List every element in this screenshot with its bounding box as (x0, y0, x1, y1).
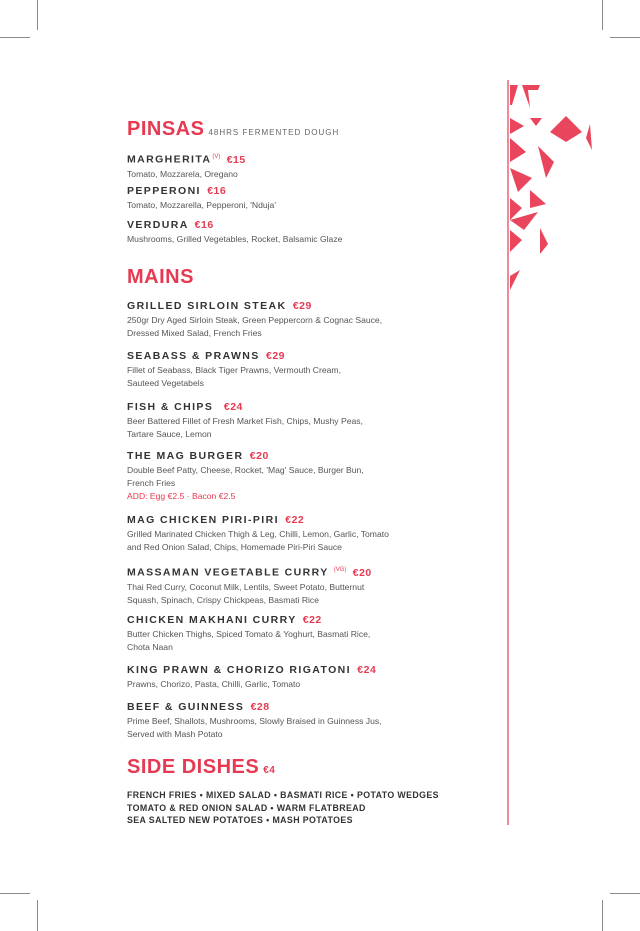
item-name: MASSAMAN VEGETABLE CURRY (127, 566, 329, 579)
item-price: €29 (292, 300, 312, 312)
item-description: Prawns, Chorizo, Pasta, Chilli, Garlic, Tomato (127, 679, 301, 689)
item-description: Beer Battered Fillet of Fresh Market Fish, Chips, Mushy Peas, Tartare Sauce, Lemon (127, 416, 363, 439)
menu-item (127, 300, 507, 340)
item-name: SEABASS & PRAWNS (127, 350, 260, 362)
item-description: Thai Red Curry, Coconut Milk, Lentils, Sweet Potato, Butternut Squash, Spinach, Crispy Chickpeas, Basmati Rice (127, 581, 365, 605)
section-title-mains (127, 266, 194, 289)
item-description: Prime Beef, Shallots, Mushrooms, Slowly Braised in Guinness Jus, Served with Mash Potato (127, 716, 382, 739)
crop-mark (0, 893, 30, 894)
item-price: €22 (285, 514, 305, 526)
side-dishes-list (127, 789, 507, 827)
item-description: Grilled Marinated Chicken Thigh & Leg, Chilli, Lemon, Garlic, Tomato and Red Onion Salad, Chips, Homemade Piri-Piri Sauce (127, 529, 389, 552)
menu-item (127, 614, 507, 654)
crop-mark (0, 37, 30, 38)
item-add-ons: ADD: Egg €2.5 · Bacon €2.5 (127, 491, 236, 501)
crop-mark (610, 893, 640, 894)
item-name: VERDURA (127, 219, 189, 231)
side-dishes-line: SEA SALTED NEW POTATOES • MASH POTATOES (127, 815, 353, 825)
menu-item (127, 564, 507, 607)
item-price: €20 (249, 450, 269, 462)
item-name: KING PRAWN & CHORIZO RIGATONI (127, 664, 351, 676)
dietary-tag: (VG) (333, 567, 347, 573)
item-name: CHICKEN MAKHANI CURRY (127, 614, 297, 626)
item-name: FISH & CHIPS (127, 401, 214, 413)
section-heading: PINSAS (127, 118, 205, 140)
side-dishes-line: FRENCH FRIES • MIXED SALAD • BASMATI RICE • POTATO WEDGES (127, 790, 439, 800)
item-description: Tomato, Mozzarella, Pepperoni, 'Nduja' (127, 200, 276, 210)
item-name: GRILLED SIRLOIN STEAK (127, 300, 287, 312)
crop-mark (37, 900, 38, 931)
item-description: 250gr Dry Aged Sirloin Steak, Green Peppercorn & Cognac Sauce, Dressed Mixed Salad, French Fries (127, 315, 383, 338)
menu-item (127, 701, 507, 741)
item-price: €24 (223, 401, 243, 413)
item-name: BEEF & GUINNESS (127, 701, 245, 713)
item-description: Butter Chicken Thighs, Spiced Tomato & Yoghurt, Basmati Rice, Chota Naan (127, 629, 371, 652)
crop-mark (602, 900, 603, 931)
geometric-pattern-icon (508, 80, 598, 290)
item-description: Mushrooms, Grilled Vegetables, Rocket, Balsamic Glaze (127, 234, 343, 244)
menu-item (127, 450, 507, 503)
menu-item (127, 219, 507, 246)
section-price: €4 (263, 765, 276, 776)
side-dishes-line: TOMATO & RED ONION SALAD • WARM FLATBREAD (127, 802, 366, 813)
crop-mark (37, 0, 38, 30)
item-description: Double Beef Patty, Cheese, Rocket, 'Mag' Sauce, Burger Bun, French Fries (127, 465, 364, 488)
item-price: €16 (194, 219, 214, 231)
item-description: Fillet of Seabass, Black Tiger Prawns, Vermouth Cream, Sauteed Vegetabels (127, 365, 341, 388)
item-name: MAG CHICKEN PIRI-PIRI (127, 514, 279, 526)
item-name: PEPPERONI (127, 185, 201, 197)
item-description: Tomato, Mozzarela, Oregano (127, 168, 238, 179)
dietary-tag: (V) (212, 154, 221, 160)
menu-item (127, 350, 507, 390)
menu-item (127, 151, 507, 181)
item-price: €15 (226, 153, 246, 166)
menu-item (127, 185, 507, 212)
section-title-sides (127, 756, 275, 779)
section-heading: MAINS (127, 266, 194, 288)
item-price: €16 (207, 185, 227, 197)
item-price: €24 (357, 664, 377, 676)
menu-item (127, 401, 507, 441)
item-price: €20 (352, 566, 372, 579)
item-name: MARGHERITA (127, 153, 212, 166)
item-price: €29 (266, 350, 286, 362)
item-name: THE MAG BURGER (127, 450, 244, 462)
item-price: €28 (250, 701, 270, 713)
section-title-pinsas (127, 118, 339, 141)
section-heading: SIDE DISHES (127, 756, 260, 778)
crop-mark (602, 0, 603, 30)
menu-item (127, 664, 507, 691)
section-subtitle: 48HRS FERMENTED DOUGH (208, 128, 340, 137)
crop-mark (610, 37, 640, 38)
menu-item (127, 514, 507, 554)
item-price: €22 (302, 614, 322, 626)
